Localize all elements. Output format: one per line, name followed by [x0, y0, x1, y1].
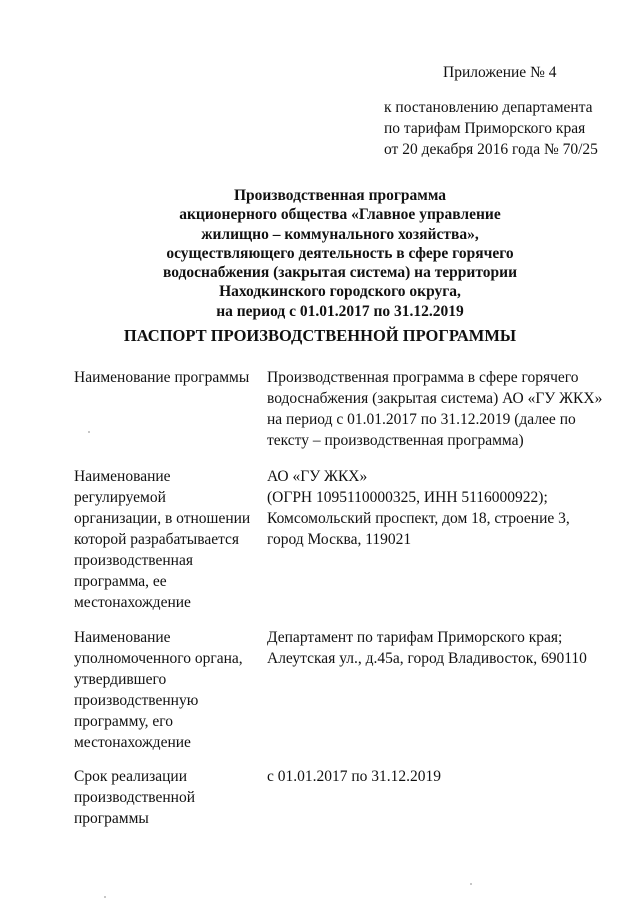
label-line: Наименование программы: [74, 369, 250, 386]
scan-speck: [104, 896, 106, 898]
label-line: производственной: [74, 789, 196, 806]
value-line: с 01.01.2017 по 31.12.2019: [267, 768, 442, 785]
value-line: водоснабжения (закрытая система) АО «ГУ ЖКХ»: [267, 390, 603, 407]
regulated-organization-label: [74, 466, 264, 613]
label-line: Наименование: [74, 629, 171, 646]
value-line: Комсомольский проспект, дом 18, строение 3,: [267, 510, 570, 527]
label-line: Срок реализации: [74, 768, 187, 785]
program-title-line: Производственная программа: [233, 187, 447, 204]
scan-speck: [88, 431, 90, 433]
value-line: тексту – производственная программа): [267, 432, 524, 449]
value-line: на период с 01.01.2017 по 31.12.2019 (далее по: [267, 411, 576, 428]
value-line: город Москва, 119021: [267, 531, 412, 548]
appendix-ref-line: от 20 декабря 2016 года № 70/25: [384, 141, 598, 158]
program-title: [120, 186, 560, 321]
label-line: программу, его: [74, 713, 173, 730]
label-line: Наименование: [74, 468, 171, 485]
implementation-period-label: [74, 766, 264, 829]
appendix-title: Приложение № 4: [443, 64, 557, 81]
program-title-line: акционерного общества «Главное управление: [179, 206, 501, 224]
appendix-ref-line: к постановлению департамента: [384, 99, 593, 116]
value-line: Алеутская ул., д.45а, город Владивосток, 690110: [267, 650, 587, 667]
program-title-line: Находкинского городского округа,: [219, 283, 461, 301]
appendix-ref-line: по тарифам Приморского края: [384, 120, 586, 137]
authorized-body-value: [267, 627, 607, 669]
program-name-label: [74, 367, 264, 388]
label-line: производственная: [74, 552, 193, 569]
label-line: регулируемой: [74, 489, 166, 506]
appendix-reference: [384, 97, 598, 160]
scan-speck: [470, 883, 472, 885]
program-title-line: осуществляющего деятельность в сфере горячего: [166, 244, 514, 262]
authorized-body-label: [74, 627, 264, 753]
value-line: Департамент по тарифам Приморского края;: [267, 629, 563, 646]
value-line: Производственная программа в сфере горячего: [267, 369, 579, 386]
label-line: организации, в отношении: [74, 510, 251, 527]
label-line: программы: [74, 810, 149, 827]
program-title-line: жилищно – коммунального хозяйства»,: [201, 225, 479, 243]
label-line: местонахождение: [74, 734, 191, 751]
passport-title: ПАСПОРТ ПРОИЗВОДСТВЕННОЙ ПРОГРАММЫ: [123, 326, 517, 345]
implementation-period-value: [267, 766, 607, 787]
program-title-line: водоснабжения (закрытая система) на территории: [162, 264, 517, 282]
value-line: (ОГРН 1095110000325, ИНН 5116000922);: [267, 489, 548, 506]
label-line: утвердившего: [74, 671, 167, 688]
label-line: программа, ее: [74, 573, 167, 590]
value-line: АО «ГУ ЖКХ»: [267, 468, 368, 485]
label-line: производственную: [74, 692, 199, 709]
label-line: уполномоченного органа,: [74, 650, 243, 667]
program-title-line: на период с 01.01.2017 по 31.12.2019: [216, 302, 464, 320]
program-name-value: [267, 367, 607, 451]
label-line: которой разрабатывается: [74, 531, 240, 548]
regulated-organization-value: [267, 466, 607, 550]
label-line: местонахождение: [74, 594, 191, 611]
